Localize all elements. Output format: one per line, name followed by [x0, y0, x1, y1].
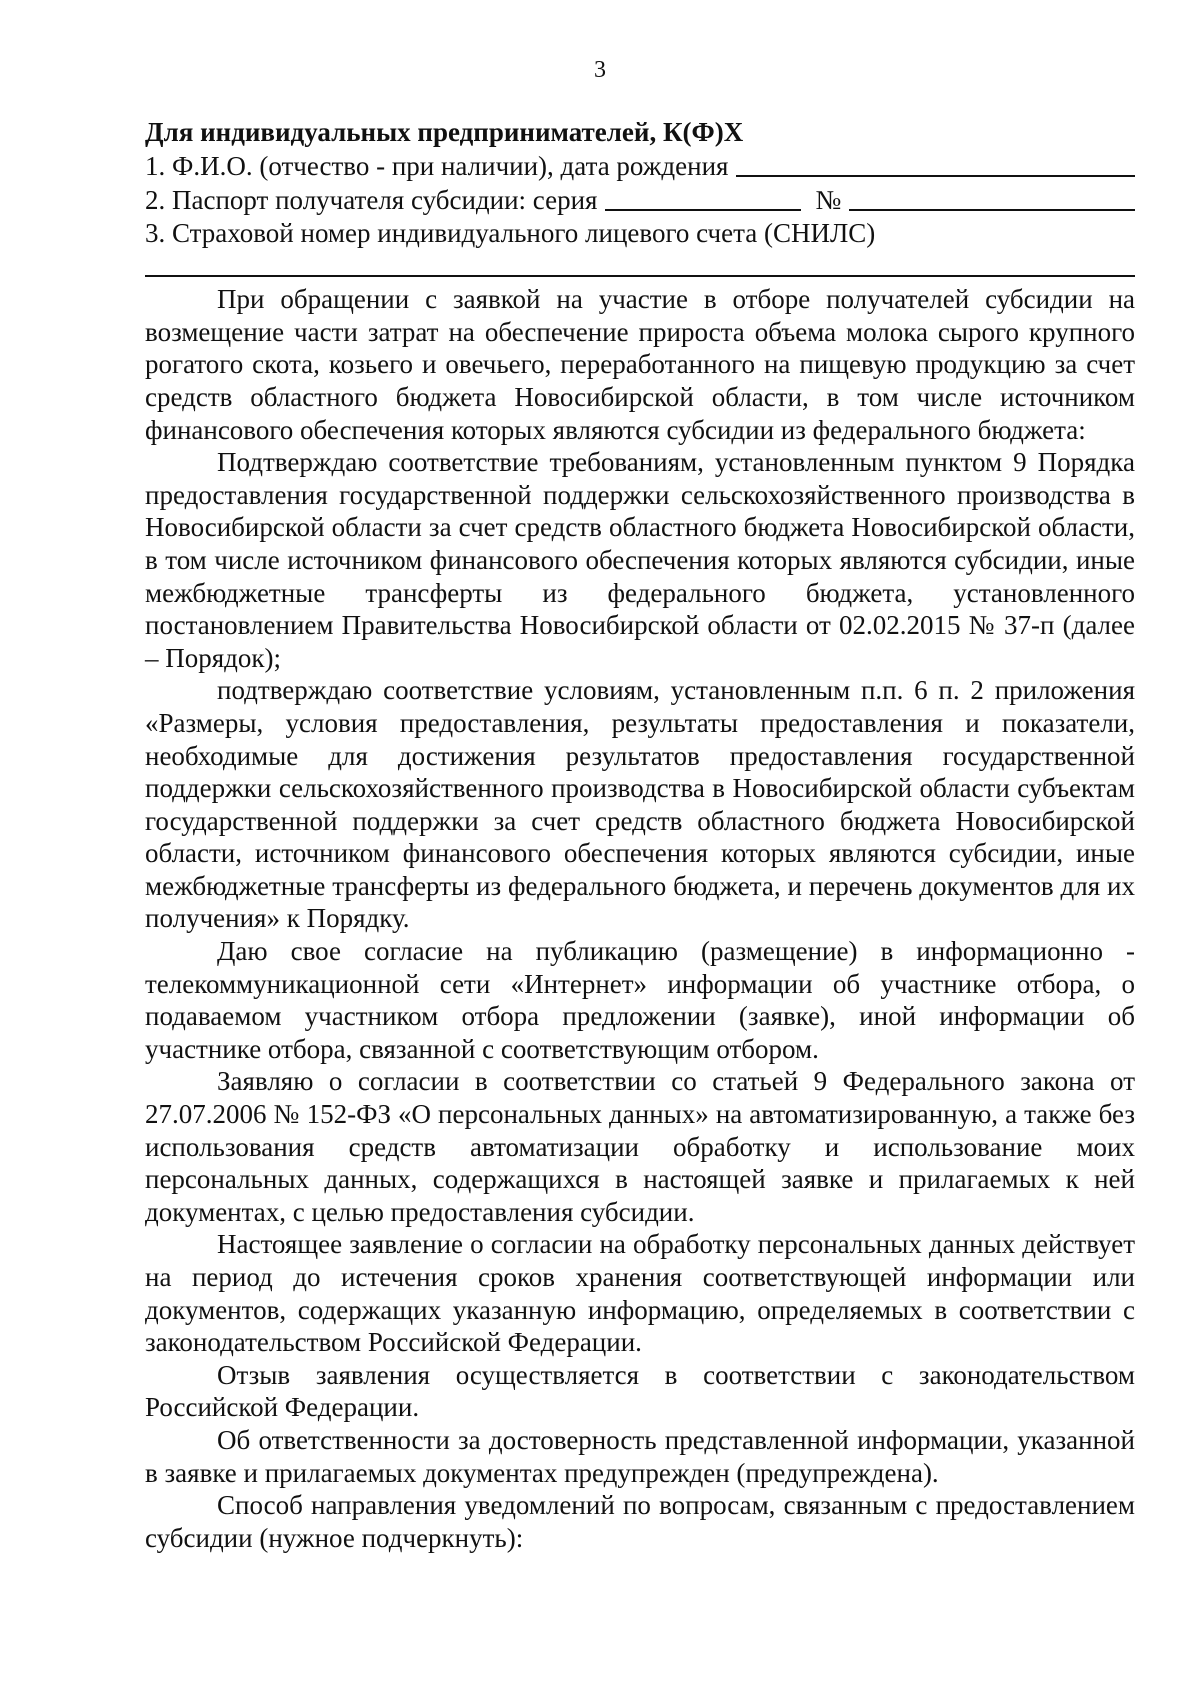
paragraph-responsibility: Об ответственности за достоверность представленной информации, указанной в заявке и прилагаемых документах предупрежден (предупреждена).: [145, 1424, 1135, 1488]
paragraph-consent-withdrawal: Отзыв заявления осуществляется в соответствии с законодательством Российской Федерации.: [145, 1359, 1135, 1423]
passport-series-label: 2. Паспорт получателя субсидии: серия: [145, 185, 598, 215]
snils-blank-line[interactable]: [145, 249, 1135, 277]
paragraph-publication-consent: Даю свое согласие на публикацию (размещение) в информационно - телекоммуникационной сети «Интернет» информации об участнике отбора, о подаваемом участником отбора предложении (заявке), иной информации об участнике отбора, связанной с соответствующим отбором.: [145, 936, 1135, 1064]
passport-number-blank-line[interactable]: [849, 183, 1135, 211]
snils-label: 3. Страховой номер индивидуального лицевого счета (СНИЛС): [145, 217, 876, 248]
paragraph-consent-period: Настоящее заявление о согласии на обработку персональных данных действует на период до истечения сроков хранения соответствующей информации или документов, содержащих указанную информацию, определяемых в соответствии с законодательством Российской Федерации.: [145, 1229, 1135, 1358]
page-number: 3: [594, 57, 606, 83]
passport-series-blank-line[interactable]: [605, 183, 801, 211]
paragraph-application-intro: При обращении с заявкой на участие в отборе получателей субсидии на возмещение части затрат на обеспечение прироста объема молока сырого крупного рогатого скота, козьего и овечьего, переработанного на пищевую продукцию за счет средств областного бюджета Новосибирской области, в том числе источником финансового обеспечения которых являются субсидии из федерального бюджета:: [145, 284, 1135, 445]
paragraph-notification-method: Способ направления уведомлений по вопросам, связанным с предоставлением субсидии (нужное подчеркнуть):: [145, 1490, 1135, 1553]
paragraph-confirm-conditions: подтверждаю соответствие условиям, установленным п.п. 6 п. 2 приложения «Размеры, условия предоставления, результаты предоставления и показатели, необходимые для достижения результатов предоставления государственной поддержки сельскохозяйственного производства в Новосибирской области субъектам государственной поддержки за счет средств областного бюджета Новосибирской области, источником финансового обеспечения которых являются субсидии, иные межбюджетные трансферты из федерального бюджета, и перечень документов для их получения» к Порядку.: [145, 675, 1135, 934]
passport-number-label: №: [815, 185, 842, 215]
passport-field-row: [145, 183, 1135, 217]
fio-blank-line[interactable]: [736, 149, 1135, 177]
snils-field-row: [145, 217, 1135, 250]
paragraph-personal-data-consent: Заявляю о согласии в соответствии со статьей 9 Федерального закона от 27.07.2006 № 152-ФЗ «О персональных данных» на автоматизированную, а также без использования средств автоматизации обработку и использование моих персональных данных, содержащихся в настоящей заявке и прилагаемых к ней документах, с целью предоставления субсидии.: [145, 1066, 1135, 1227]
fio-label: 1. Ф.И.О. (отчество - при наличии), дата рождения: [145, 151, 729, 181]
paragraph-confirm-requirements: Подтверждаю соответствие требованиям, установленным пунктом 9 Порядка предоставления государственной поддержки сельскохозяйственного производства в Новосибирской области за счет средств областного бюджета Новосибирской области, в том числе источником финансового обеспечения которых являются субсидии, иные межбюджетные трансферты из федерального бюджета, установленного постановлением Правительства Новосибирской области от 02.02.2015 № 37-п (далее – Порядок);: [145, 447, 1135, 673]
section-heading: Для индивидуальных предпринимателей, К(Ф)Х: [145, 117, 744, 147]
document-body: [145, 116, 1135, 1554]
fio-field-row: [145, 149, 1135, 183]
